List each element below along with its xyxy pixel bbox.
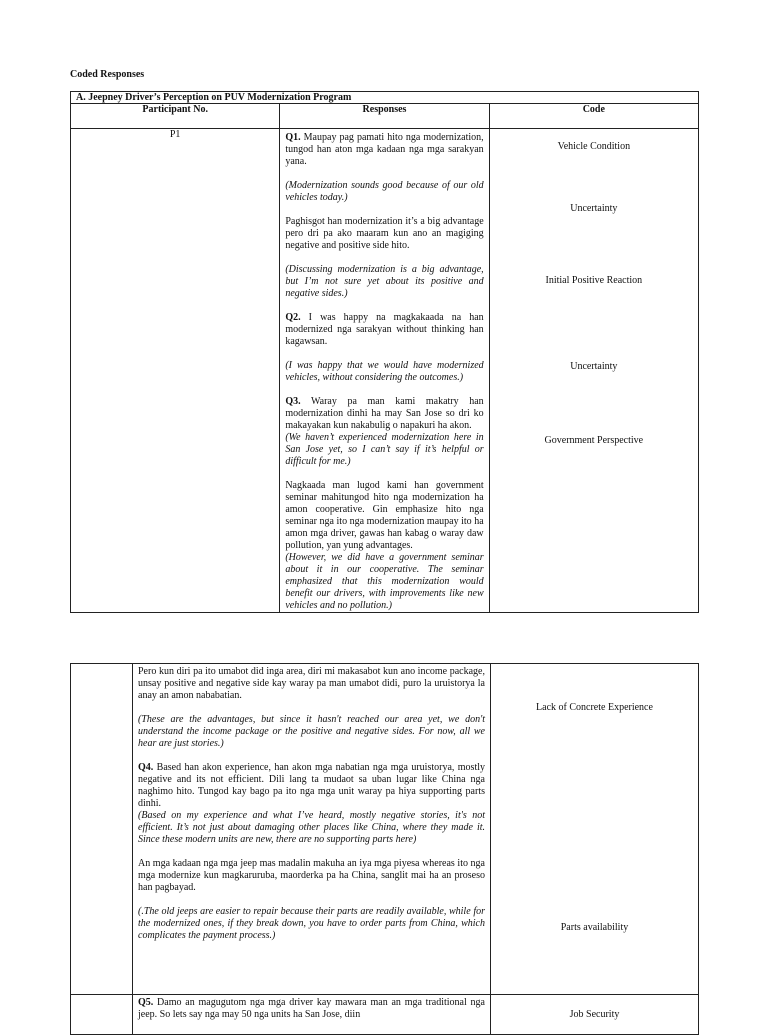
- q1b-text: Paghisgot han modernization it’s a big advantage pero dri pa ako maaram kun ano an magiging negative and positive side hito.: [285, 216, 484, 251]
- q3b-text: Nagkaada man lugod kami han government seminar mahitungod hito nga modernization ha amon cooperative. Gin emphasize hito nga seminar nga ito nga modernization maupay ito ha amon mga driver, gawas han kabag o waray daw pollution, yan yung advantages.: [285, 480, 484, 551]
- code-government-perspective: Government Perspective: [544, 435, 644, 446]
- code-cell-continued: [491, 664, 699, 995]
- q3b-translation: (However, we did have a government seminar about it in our cooperative. The seminar emphasized that this modernization would benefit our drivers, with improvements like new vehicles and no pollution.): [285, 552, 484, 611]
- q3-label: Q3.: [285, 396, 301, 407]
- continued-text: Pero kun diri pa ito umabot did inga area, diri mi makasabot kun ano income package, unsay positive and negative side kay waray pa man umabot didi, puro la uruistorya la anay an amon nababatian.: [138, 666, 485, 701]
- responses-cell: [280, 129, 489, 613]
- continued-translation: (These are the advantages, but since it hasn't reached our area yet, we don't understand the income package or the positive and negative sides. For now, all we hear are just stories.): [138, 714, 485, 749]
- q4b-translation: (.The old jeeps are easier to repair because their parts are readily available, while for the modernized ones, if they break down, you have to order parts from China, which complicates the payment process.): [138, 906, 485, 941]
- participant-cell-empty: [71, 664, 133, 995]
- code-vehicle-condition: Vehicle Condition: [557, 141, 631, 152]
- header-code: Code: [489, 104, 698, 129]
- code-uncertainty-2: Uncertainty: [570, 361, 618, 372]
- q3-text: Waray pa man kami makatry han modernization dinhi ha may San Jose so dri ko makayakan kun nakabulig o napakuri ha akon.: [285, 396, 484, 431]
- q1-label: Q1.: [285, 132, 301, 143]
- document-title: Coded Responses: [70, 69, 145, 80]
- header-participant: Participant No.: [71, 104, 280, 129]
- q3-translation: (We haven’t experienced modernization here in San Jose yet, so I can’t say if it’s helpful or difficult for me.): [285, 432, 484, 467]
- coded-responses-table-continued: [70, 663, 699, 995]
- participant-id: P1: [71, 129, 280, 613]
- q4-text: Based han akon experience, han akon mga nabatian nga mga uruistorya, mostly negative and its not efficient. Dili lang ta mudaot sa uban lugar like China nga naghimo hito. Tungod kay bago pa ito nga mga unit waray pa hiya supporting parts dinhi.: [138, 762, 485, 809]
- q5-text: Damo an magugutom nga mga driver kay mawara man an mga traditional nga jeep. So lets say nga may 50 nga units ha San Jose, diin: [138, 997, 485, 1020]
- q4-translation: (Based on my experience and what I’ve heard, mostly negative stories, it's not efficient. It’s not just about damaging other places like China, where they made it. Since these modern units are new, there are no supporting parts here): [138, 810, 485, 845]
- coded-responses-table-q5: [70, 994, 699, 1035]
- code-job-security: Job Security: [569, 1009, 620, 1020]
- q1-translation: (Modernization sounds good because of our old vehicles today.): [285, 180, 484, 203]
- q1-text: Maupay pag pamati hito nga modernization, tungod han aton mga kadaan nga mga sarakyan yana.: [285, 132, 484, 167]
- coded-responses-table: [70, 91, 699, 613]
- q4b-text: An mga kadaan nga mga jeep mas madalin makuha an iya mga piyesa whereas ito nga mga modernize kun magkaruruba, maorderka pa ha China, sanglit mai ha an proseso han pagbayad.: [138, 858, 485, 893]
- code-parts-availability: Parts availability: [560, 922, 629, 933]
- q1b-translation: (Discussing modernization is a big advantage, but I’m not sure yet about its positive and negative sides.): [285, 264, 484, 299]
- q2-translation: (I was happy that we would have modernized vehicles, without considering the outcomes.): [285, 360, 484, 383]
- header-responses: Responses: [280, 104, 489, 129]
- code-initial-positive-reaction: Initial Positive Reaction: [545, 275, 643, 286]
- q2-label: Q2.: [285, 312, 301, 323]
- code-cell-q5: [491, 995, 699, 1035]
- code-uncertainty-1: Uncertainty: [570, 203, 618, 214]
- responses-cell-q5: [133, 995, 491, 1035]
- section-title: A. Jeepney Driver’s Perception on PUV Modernization Program: [71, 92, 699, 104]
- code-lack-of-concrete-experience: Lack of Concrete Experience: [536, 702, 653, 713]
- responses-cell-continued: [133, 664, 491, 995]
- q4-label: Q4.: [138, 762, 154, 773]
- q2-text: I was happy na magkakaada na han modernized nga sarakyan without thinking han kagawsan.: [285, 312, 484, 347]
- q5-label: Q5.: [138, 997, 154, 1008]
- participant-cell-empty-q5: [71, 995, 133, 1035]
- code-cell: [489, 129, 698, 613]
